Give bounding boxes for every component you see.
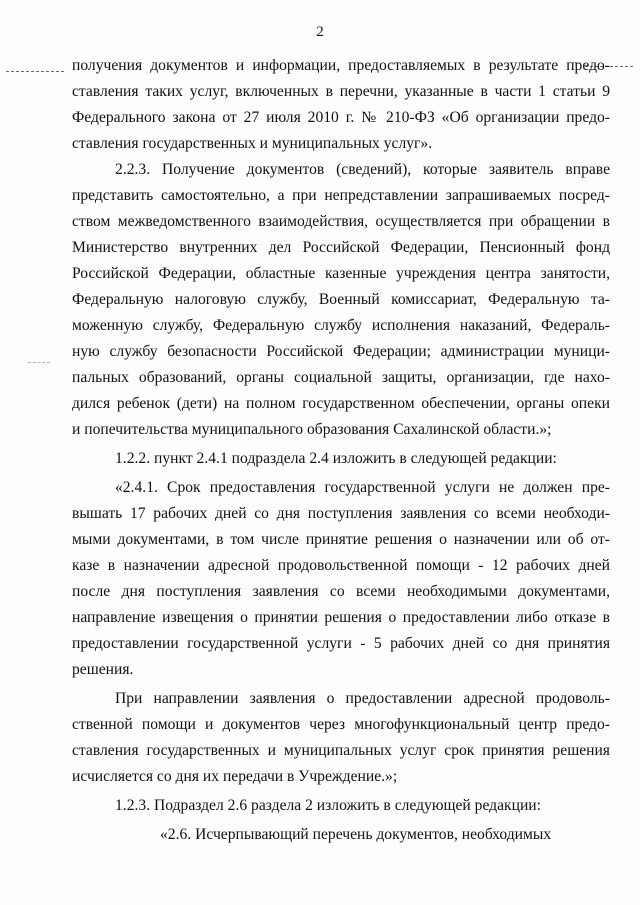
- text-line: 1.2.2. пункт 2.4.1 подраздела 2.4 изложить в следующей редакции:: [115, 450, 557, 467]
- text-line: направление извещения о принятии решения о предоставлении либо отказе в: [72, 609, 610, 626]
- text-line: предоставлении государственной услуги - 5 рабочих дней со дня принятия: [72, 635, 610, 652]
- text-line: вышать 17 рабочих дней со дня поступления заявления со всеми необходи-: [72, 505, 610, 522]
- text-line: Федерального закона от 27 июля 2010 г. № 210-ФЗ «Об организации предо-: [72, 109, 610, 126]
- text-line: моженную службу, Федеральную службу исполнения наказаний, Федераль-: [72, 317, 610, 334]
- text-line: дился ребенок (дети) на полном государственном обеспечении, органы опеки: [72, 395, 610, 412]
- text-line: и попечительства муниципального образования Сахалинской области.»;: [72, 421, 552, 438]
- text-line: представить самостоятельно, а при непредставлении запрашиваемых посред-: [72, 187, 610, 204]
- text-line: ставления таких услуг, включенных в перечни, указанные в части 1 статьи 9: [72, 83, 610, 100]
- text-line: Министерство внутренних дел Российской Федерации, Пенсионный фонд: [72, 239, 610, 256]
- text-line: мыми документами, в том числе принятие решения о назначении или об от-: [72, 531, 610, 548]
- page-number: 2: [316, 24, 324, 40]
- text-line: Федеральную налоговую службу, Военный комиссариат, Федеральную та-: [72, 291, 610, 308]
- text-line: Российской Федерации, областные казенные учреждения центра занятости,: [72, 265, 610, 282]
- text-line: При направлении заявления о предоставлении адресной продоволь-: [115, 690, 610, 707]
- text-line: пальных образований, органы социальной защиты, организации, где нахо-: [72, 369, 610, 386]
- text-line: «2.6. Исчерпывающий перечень документов, необходимых: [160, 826, 552, 843]
- text-line: ную службу безопасности Российской Федерации; администрации муници-: [72, 343, 610, 360]
- text-line: казе в назначении адресной продовольственной помощи - 12 рабочих дней: [72, 557, 610, 574]
- text-line: ством межведомственного взаимодействия, осуществляется при обращении в: [72, 213, 610, 230]
- text-line: ственной помощи и документов через многофункциональный центр предо-: [72, 716, 610, 733]
- text-line: после дня поступления заявления со всеми необходимыми документами,: [72, 583, 610, 600]
- scan-artifact-margin: [28, 362, 50, 363]
- text-line: 2.2.3. Получение документов (сведений), которые заявитель вправе: [115, 161, 610, 178]
- text-line: решения.: [72, 661, 134, 678]
- text-line: «2.4.1. Срок предоставления государственной услуги не должен пре-: [115, 479, 610, 496]
- text-line: исчисляется со дня их передачи в Учреждение.»;: [72, 768, 398, 785]
- scan-artifact-left: [6, 71, 64, 72]
- text-line: получения документов и информации, предоставляемых в результате предо-: [72, 57, 610, 74]
- text-line: ставления государственных и муниципальных услуг».: [72, 135, 433, 152]
- text-line: ставления государственных и муниципальных услуг срок принятия решения: [72, 742, 610, 759]
- text-line: 1.2.3. Подраздел 2.6 раздела 2 изложить в следующей редакции:: [115, 797, 541, 814]
